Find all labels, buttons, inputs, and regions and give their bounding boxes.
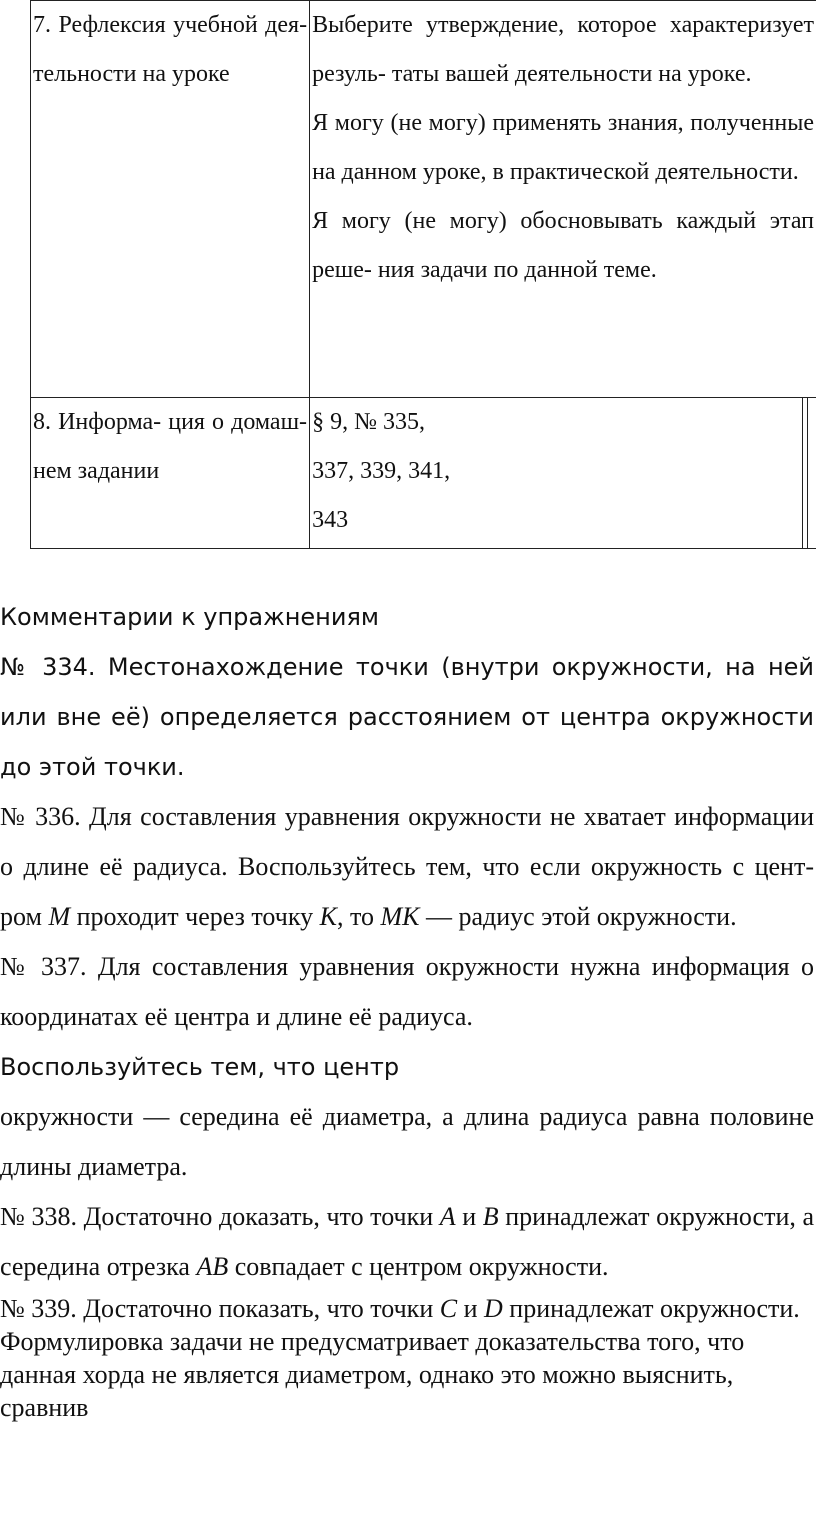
homework-line: § 9, № 335, [312,409,425,435]
homework-line: 343 [312,507,349,533]
homework-line: 337, 339, 341, [312,458,451,484]
comment-336: № 336. Для составления уравнения окружности не хватает информации о длине её радиуса. Воспользуйтесь тем, что если окружность с цент- ром M проходит через точку K, то MK — радиус этой окружности. [0,802,814,931]
content-cell [310,1,816,398]
stage-reflection: 7. Рефлексия учебной дея- тельности на уроке [33,12,308,87]
table-row [31,398,816,549]
homework-cell [310,398,816,549]
comment-338: № 338. Достаточно доказать, что точки A и B принадлежат окружности, а середина отрезка AB совпадает с центром окружности. [0,1202,815,1281]
stage-cell [31,1,310,398]
comments-heading: Комментарии к упражнениям [0,603,380,631]
table-row [31,1,816,398]
lesson-plan-table [30,0,816,549]
stage-cell [31,398,310,549]
reflection-option-2: Я могу (не могу) обосновывать каждый этап реше- ния задачи по данной теме. [312,208,814,283]
double-border-rule [802,398,808,548]
comment-339: № 339. Достаточно показать, что точки C и D принадлежат окружности. Формулировка задачи не предусматривает доказательства того, что данная хорда не является диаметром, однако это можно выяснить, сравнив [0,1294,800,1422]
comment-337-cont: Воспользуйтесь тем, что центр [0,1053,400,1081]
comment-334: № 334. Местонахождение точки (внутри окружности, на ней или вне её) определяется расстоянием от центра окружности до этой точки. [0,653,814,781]
reflection-prompt: Выберите утверждение, которое характеризует резуль- таты вашей деятельности на уроке. [312,12,814,87]
stage-homework: 8. Информа- ция о домаш- нем задании [33,409,308,484]
reflection-option-1: Я могу (не могу) применять знания, полученные на данном уроке, в практической деятельности. [312,110,814,185]
comment-337-end: окружности — середина её диаметра, а длина радиуса равна половине длины диаметра. [0,1102,814,1181]
comment-337: № 337. Для составления уравнения окружности нужна информация о координатах её центра и длине её радиуса. [0,952,814,1031]
exercise-comments [0,592,814,1424]
